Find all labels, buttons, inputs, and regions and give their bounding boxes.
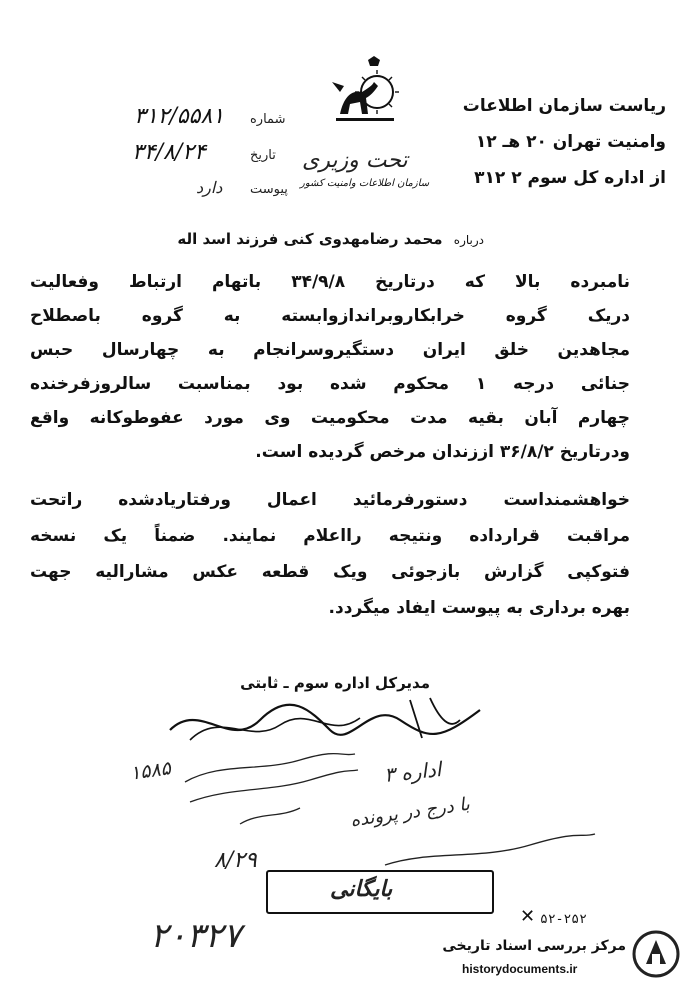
body-line-5: چهارم آبان بقیه مدت محکومیت وی مورد عفوطوکانه واقع (30, 408, 630, 428)
attachment-label: پیوست (250, 182, 288, 197)
signature-scribble-icon (160, 690, 490, 760)
lion-and-sun-emblem-icon (322, 52, 408, 126)
org-name-line1: ریاست سازمان اطلاعات (462, 96, 666, 116)
body-line-3: مجاهدین خلق ایران دستگیروسرانجام به چهارسال حبس (30, 340, 630, 360)
handwritten-bottom-number: ۲۰۳۲۷ (150, 916, 242, 956)
date-label: تاریخ (250, 148, 276, 163)
org-name-line2: وامنیت تهران ۲۰ هـ ۱۲ (475, 132, 666, 152)
watermark-logo-icon (632, 930, 680, 978)
number-label: شماره (250, 112, 286, 127)
watermark-title: مرکز بررسی اسناد تاریخی (442, 938, 626, 954)
handwritten-note-number: ۱۵۸۵ (128, 757, 173, 785)
body-line-6: ودرتاریخ ۳۶/۸/۲ اززندان مرخص گردیده است. (255, 442, 630, 462)
body-line-2: دریک گروه خرابکاروبراندازوابسته به گروه باصطلاح (30, 306, 630, 326)
signature-title: مدیرکل اداره سوم ـ ثابتی (240, 674, 430, 692)
attachment-value: دارد (196, 178, 223, 197)
body-line-9: فتوکپی گزارش بازجوئی ویک قطعه عکس مشارالیه جهت (30, 562, 630, 582)
subject-line (177, 230, 484, 248)
bottom-code: ۵۲-۲۵۲ (540, 912, 587, 927)
archive-stamp-text: بایگانی (330, 876, 393, 902)
body-line-1: نامبرده بالا که درتاریخ ۳۴/۹/۸ باتهام ارتباط وفعالیت (30, 272, 630, 292)
handwritten-note-date: ۸/۲۹ (214, 848, 257, 873)
body-line-8: مراقبت قرارداده ونتیجه رااعلام نمایند. ضمناً یک نسخه (30, 526, 630, 546)
handwritten-note-office: اداره ۳ (382, 757, 443, 787)
handwritten-note-file: با درج در پرونده (349, 793, 472, 832)
body-line-7: خواهشمنداست دستورفرمائید اعمال ورفتاریادشده راتحت (30, 490, 630, 510)
handwritten-note-lines-icon (180, 752, 360, 832)
subject-label: درباره (453, 233, 484, 247)
subject-text: محمد رضامهدوی کنی فرزند اسد اله (177, 230, 443, 248)
date-value: ۳۴/۸/۲۴ (132, 140, 206, 165)
body-line-10: بهره برداری به پیوست ایفاد میگردد. (328, 598, 630, 618)
watermark-url: historydocuments.ir (462, 962, 578, 976)
body-line-4: جنائی درجه ۱ محکوم شده بود بمناسبت سالروزفرخنده (30, 374, 630, 394)
bottom-x-mark: ✕ (520, 906, 536, 927)
stamp-subtitle: سازمان اطلاعات وامنیت کشور (300, 178, 430, 189)
org-name-line3: از اداره کل سوم ۲ ۳۱۲ (474, 168, 666, 188)
handwritten-mark: تحت وزیری (302, 148, 408, 173)
number-value: ۳۱۲/۵۵۸۱ (134, 104, 225, 129)
